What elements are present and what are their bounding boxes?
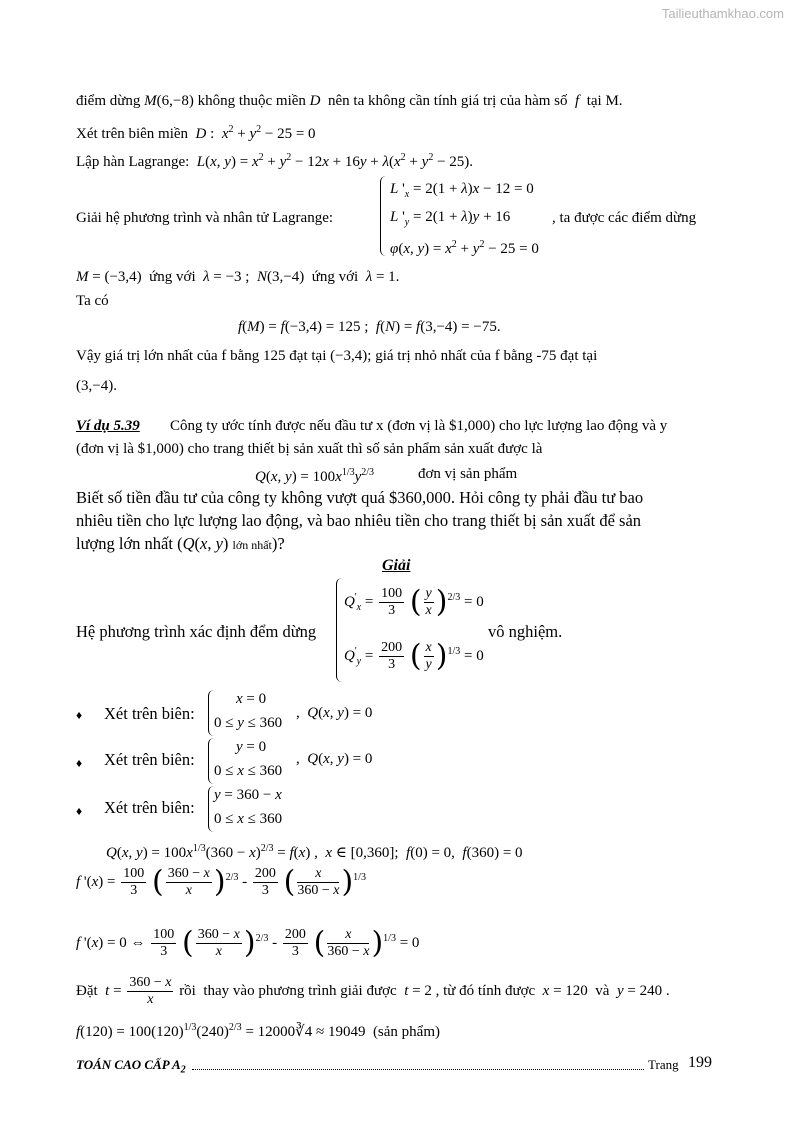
text-line-conclusion: Vậy giá trị lớn nhất của f bằng 125 đạt tại (−3,4); giá trị nhỏ nhất của f bằng -75 đạt tại bbox=[76, 348, 598, 364]
bullet-1-label: Xét trên biên: bbox=[104, 704, 195, 723]
lagrange-eq-1: L '$_x = 2(1 + \lambda)x - 12 = 0$ bbox=[390, 181, 534, 200]
bullet-3-sys-2: 0 ≤ x ≤ 360 bbox=[214, 811, 283, 827]
footer-page-number: 199 bbox=[688, 1054, 712, 1071]
bullet-2-label: Xét trên biên: bbox=[104, 750, 195, 769]
station-label: Hệ phương trình xác định đểm dừng bbox=[76, 622, 317, 641]
lagrange-tail: , ta được các điểm dừng bbox=[552, 210, 697, 226]
footer-page-label: Trang bbox=[648, 1057, 679, 1072]
text-line-points: M = (−3,4) ứng với λ = −3 ; N(3,−4) ứng với λ = 1. bbox=[76, 269, 400, 285]
solution-heading: Giải bbox=[382, 557, 411, 574]
bullet-1-sys-2: 0 ≤ y ≤ 360 bbox=[214, 715, 283, 731]
bullet-icon: ♦ bbox=[76, 756, 83, 770]
text-line-boundary: Xét trên biên miền D : $x^2 + y^2 - 25 = 0$ bbox=[76, 124, 316, 142]
bullet-icon: ♦ bbox=[76, 708, 83, 722]
text-line-lagrange: Lập hàn Lagrange: L(x, $y) = x^2 + y^2 - 12x + 16y + \lambda(x^2 + y^2 - 25)$. bbox=[76, 152, 474, 170]
lagrange-eq-3: φ(x, $y) = x^2 + y^2 - 25 = 0$ bbox=[390, 239, 539, 257]
derivative-zero-line: f '(x) = 0 ⇔ $\frac{100}{3}$ ( $\frac{360 - x}{x}$ )$^{2/3}$ - $\frac{200}{3}$ ( $\frac{x}{360 - x}$ )$^{1/3}$ = 0 bbox=[76, 925, 420, 961]
problem-text-3: lượng lớn nhất (Q(x, y) lớn nhất)? bbox=[76, 534, 285, 553]
station-eq-1: $Q'_x$ = $\frac{100}{3}$ ( $\frac{y}{x}$ )$^{2/3}$ = 0 bbox=[344, 584, 484, 620]
text-line-stationary-point: điểm dừng M(6,−8) không thuộc miền D nên ta không cần tính giá trị của hàm số f tại M. bbox=[76, 93, 623, 109]
site-watermark: Tailieuthamkhao.com bbox=[661, 6, 784, 21]
example-text-2: (đơn vị là $1,000) cho trang thiết bị sản xuất thì số sản phẩm sản xuất được là bbox=[76, 441, 543, 457]
derivative-line: f '(x) = $\frac{100}{3}$ ( $\frac{360 - x}{x}$ )$^{2/3}$ - $\frac{200}{3}$ ( $\frac{x}{360 - x}$ )$^{1/3}$ bbox=[76, 864, 366, 900]
station-eq-2: $Q'_y$ = $\frac{200}{3}$ ( $\frac{x}{y}$ )$^{1/3}$ = 0 bbox=[344, 638, 484, 674]
station-system-brace bbox=[336, 578, 343, 682]
production-unit: đơn vị sản phẩm bbox=[418, 466, 518, 482]
lagrange-label: Giải hệ phương trình và nhân tử Lagrange: bbox=[76, 210, 334, 226]
bullet-2-sys-1: y = 0 bbox=[236, 739, 267, 755]
bullet-3-label: Xét trên biên: bbox=[104, 798, 195, 817]
bullet-1-sys-1: x = 0 bbox=[236, 691, 267, 707]
problem-text-2: nhiêu tiền cho lực lượng lao động, và bao nhiêu tiền cho trang thiết bị sản xuất để sản bbox=[76, 511, 642, 530]
problem-text-1: Biết số tiền đầu tư của công ty không vượt quá $360,000. Hỏi công ty phải đầu tư bao bbox=[76, 488, 644, 507]
footer-dots bbox=[192, 1059, 644, 1070]
bullet-3-sys-1: y = 360 − x bbox=[214, 787, 282, 803]
text-line-ta-co: Ta có bbox=[76, 293, 109, 309]
example-title: Ví dụ 5.39 bbox=[76, 418, 140, 434]
lagrange-eq-2: L '$_y = 2(1 + \lambda)y + 16$ bbox=[390, 209, 511, 228]
bullet-2-sys-2: 0 ≤ x ≤ 360 bbox=[214, 763, 283, 779]
substitution-line: Đặt t = $\frac{360 - x}{x}$ rồi thay vào phương trình giải được t = 2 , từ đó tính được x = 120 và y = 240 . bbox=[76, 975, 670, 1007]
text-line-values: f(M) = f(−3,4) = 125 ; f(N) = f(3,−4) = −75. bbox=[238, 319, 501, 335]
example-text-1: Công ty ước tính được nếu đầu tư x (đơn vị là $1,000) cho lực lượng lao động và y bbox=[170, 418, 668, 434]
bullet-icon: ♦ bbox=[76, 804, 83, 818]
text-line-conclusion-end: (3,−4). bbox=[76, 378, 117, 394]
station-result: vô nghiệm. bbox=[488, 622, 563, 641]
q-function-line: Q(x, $y) = 100x^{1/3}(360 - x)^{2/3} = f(x)$ , x ∈ [0,360]; f(0) = 0, f(360) = 0 bbox=[106, 843, 523, 861]
final-result-line: $f(120) = 100(120)^{1/3}(240)^{2/3}$ = 12000∛4 ≈ 19049 (sản phẩm) bbox=[76, 1022, 440, 1040]
bullet-2-result: , Q(x, y) = 0 bbox=[296, 751, 373, 767]
lagrange-system-brace bbox=[380, 176, 387, 256]
footer-course: TOÁN CAO CẤP $A_2$ bbox=[76, 1057, 186, 1076]
production-formula: Q(x, $y) = 100x^{1/3}y^{2/3}$ bbox=[255, 467, 375, 485]
bullet-1-result: , Q(x, y) = 0 bbox=[296, 705, 373, 721]
